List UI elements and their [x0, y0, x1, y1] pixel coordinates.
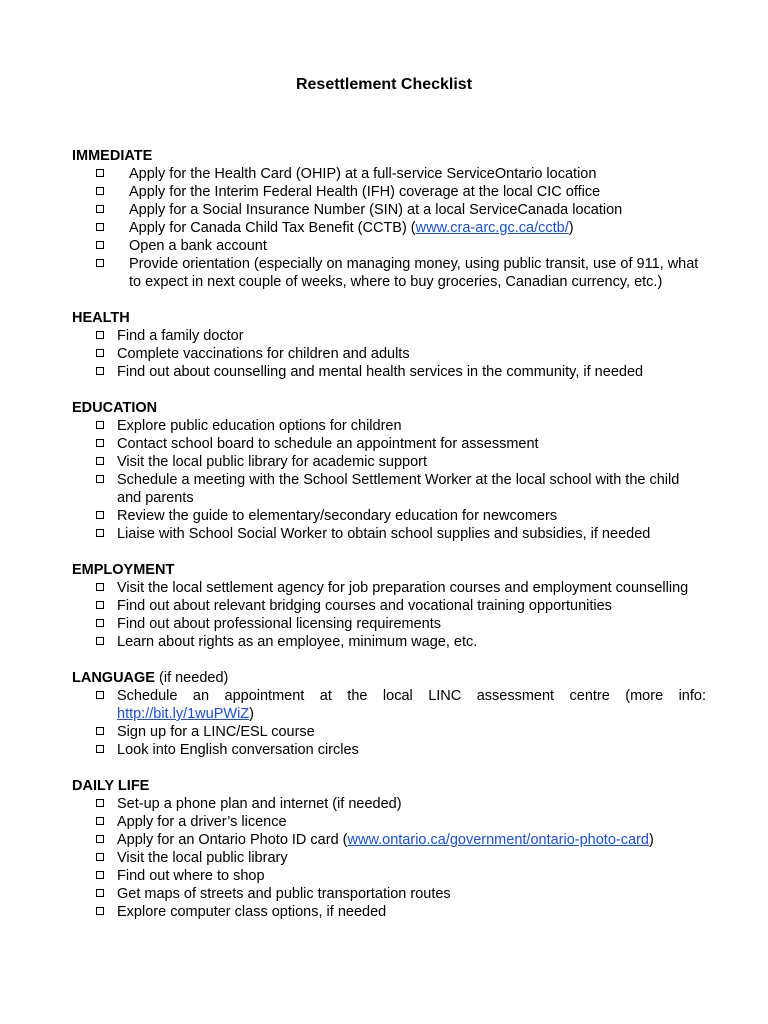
item-text: Schedule a meeting with the School Settlement Worker at the local school with the child and parents	[117, 472, 680, 506]
item-text: Find out about counselling and mental health services in the community, if needed	[117, 364, 644, 380]
checkbox-icon[interactable]	[96, 475, 104, 483]
item-text: Complete vaccinations for children and adults	[117, 346, 410, 362]
checklist-content	[72, 147, 706, 939]
item-text: Apply for the Health Card (OHIP) at a full-service ServiceOntario location	[129, 166, 597, 182]
checklist	[72, 165, 706, 291]
checkbox-icon[interactable]	[96, 331, 104, 339]
checkbox-icon[interactable]	[96, 241, 104, 249]
checklist-item	[72, 867, 706, 885]
checklist	[72, 795, 706, 921]
checklist-item	[72, 813, 706, 831]
checklist-item	[72, 687, 706, 723]
checklist	[72, 579, 706, 651]
checklist-item	[72, 453, 706, 471]
checklist-item	[72, 507, 706, 525]
linc-info-link[interactable]: http://bit.ly/1wuPWiZ	[117, 706, 250, 722]
section-language	[72, 669, 706, 759]
item-text: Schedule an appointment at the local LINC assessment centre (more info:	[117, 688, 706, 704]
page-title: Resettlement Checklist	[295, 76, 473, 93]
checkbox-icon[interactable]	[96, 637, 104, 645]
checkbox-icon[interactable]	[96, 817, 104, 825]
checkbox-icon[interactable]	[96, 907, 104, 915]
checklist	[72, 417, 706, 543]
section-employment	[72, 561, 706, 651]
checkbox-icon[interactable]	[96, 223, 104, 231]
section-heading: IMMEDIATE	[72, 148, 153, 164]
item-text: Apply for an Ontario Photo ID card (	[117, 832, 348, 848]
checklist-item	[72, 849, 706, 867]
checklist-item	[72, 525, 706, 543]
item-text: Review the guide to elementary/secondary education for newcomers	[117, 508, 558, 524]
checkbox-icon[interactable]	[96, 421, 104, 429]
heading-text: LANGUAGE	[72, 670, 155, 686]
section-heading: HEALTH	[72, 310, 130, 326]
heading-note: (if needed)	[154, 670, 229, 686]
checkbox-icon[interactable]	[96, 457, 104, 465]
checklist-item	[72, 723, 706, 741]
item-text: Learn about rights as an employee, minimum wage, etc.	[117, 634, 478, 650]
checkbox-icon[interactable]	[96, 349, 104, 357]
item-text: Visit the local public library for academic support	[117, 454, 428, 470]
checkbox-icon[interactable]	[96, 439, 104, 447]
item-text: Explore computer class options, if needed	[117, 904, 387, 920]
section-heading: EMPLOYMENT	[72, 562, 175, 578]
checklist-item	[72, 615, 706, 633]
checkbox-icon[interactable]	[96, 583, 104, 591]
item-text: Explore public education options for children	[117, 418, 402, 434]
item-text: Set-up a phone plan and internet (if needed)	[117, 796, 402, 812]
item-text: )	[648, 832, 654, 848]
item-text: Liaise with School Social Worker to obtain school supplies and subsidies, if needed	[117, 526, 651, 542]
checklist-item	[72, 885, 706, 903]
section-daily-life	[72, 777, 706, 921]
item-text: Apply for the Interim Federal Health (IFH) coverage at the local CIC office	[129, 184, 601, 200]
section-heading: DAILY LIFE	[72, 778, 150, 794]
item-text: Open a bank account	[129, 238, 267, 254]
checklist-item	[72, 165, 706, 183]
checklist-item	[72, 831, 706, 849]
checkbox-icon[interactable]	[96, 745, 104, 753]
item-text: Look into English conversation circles	[117, 742, 359, 758]
checklist-item	[72, 183, 706, 201]
item-text: )	[568, 220, 574, 236]
checklist-item	[72, 903, 706, 921]
photo-card-link[interactable]: www.ontario.ca/government/ontario-photo-card	[347, 832, 649, 848]
checklist-item	[72, 417, 706, 435]
item-text: Visit the local settlement agency for job preparation courses and employment counselling	[117, 580, 689, 596]
checklist-item	[72, 219, 706, 237]
item-text: )	[249, 706, 254, 722]
checklist-item	[72, 435, 706, 453]
checkbox-icon[interactable]	[96, 169, 104, 177]
checklist-item	[72, 255, 706, 291]
checkbox-icon[interactable]	[96, 799, 104, 807]
checklist-item	[72, 471, 706, 507]
checklist-item	[72, 597, 706, 615]
item-text: Apply for Canada Child Tax Benefit (CCTB) (	[129, 220, 416, 236]
section-health	[72, 309, 706, 381]
section-heading	[72, 669, 706, 687]
checkbox-icon[interactable]	[96, 601, 104, 609]
checkbox-icon[interactable]	[96, 835, 104, 843]
checkbox-icon[interactable]	[96, 511, 104, 519]
section-education	[72, 399, 706, 543]
checkbox-icon[interactable]	[96, 691, 104, 699]
checkbox-icon[interactable]	[96, 853, 104, 861]
checkbox-icon[interactable]	[96, 619, 104, 627]
checklist	[72, 687, 706, 759]
checklist-item	[72, 741, 706, 759]
checkbox-icon[interactable]	[96, 259, 104, 267]
checklist-item	[72, 363, 706, 381]
checkbox-icon[interactable]	[96, 205, 104, 213]
checklist-item	[72, 345, 706, 363]
checklist	[72, 327, 706, 381]
checklist-item	[72, 579, 706, 597]
item-text: Contact school board to schedule an appointment for assessment	[117, 436, 539, 452]
section-heading: EDUCATION	[72, 400, 158, 416]
checklist-item	[72, 201, 706, 219]
item-text: Apply for a Social Insurance Number (SIN) at a local ServiceCanada location	[129, 202, 623, 218]
item-text: Find a family doctor	[117, 328, 244, 344]
item-text: Apply for a driver’s licence	[117, 814, 287, 830]
checkbox-icon[interactable]	[96, 529, 104, 537]
item-text: Provide orientation (especially on managing money, using public transit, use of 911, what to expect in next couple of weeks, where to buy groceries, Canadian currency, etc.)	[129, 256, 699, 290]
item-text: Visit the local public library	[117, 850, 288, 866]
item-text: Find out where to shop	[117, 868, 265, 884]
cctb-link[interactable]: www.cra-arc.gc.ca/cctb/	[415, 220, 569, 236]
item-text: Sign up for a LINC/ESL course	[117, 724, 315, 740]
checkbox-icon[interactable]	[96, 187, 104, 195]
checklist-item	[72, 327, 706, 345]
checklist-item	[72, 237, 706, 255]
item-text: Get maps of streets and public transportation routes	[117, 886, 451, 902]
checkbox-icon[interactable]	[96, 367, 104, 375]
checklist-item	[72, 633, 706, 651]
item-text: Find out about relevant bridging courses and vocational training opportunities	[117, 598, 612, 614]
checklist-item	[72, 795, 706, 813]
section-immediate	[72, 147, 706, 291]
checkbox-icon[interactable]	[96, 871, 104, 879]
checkbox-icon[interactable]	[96, 889, 104, 897]
checkbox-icon[interactable]	[96, 727, 104, 735]
item-text: Find out about professional licensing requirements	[117, 616, 442, 632]
